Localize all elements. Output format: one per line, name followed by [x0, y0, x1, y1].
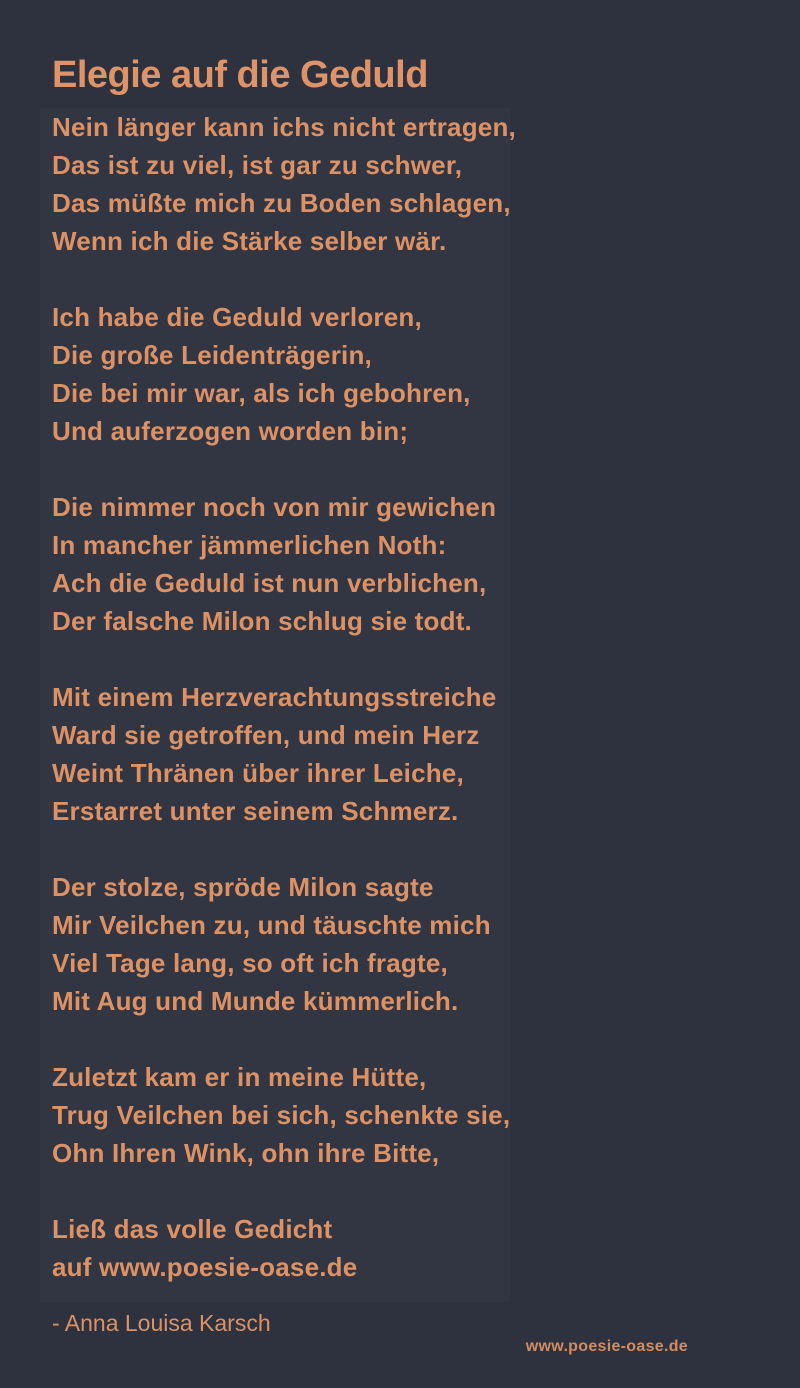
poem-content: [52, 53, 732, 1338]
poem-line: Trug Veilchen bei sich, schenkte sie,: [52, 1100, 511, 1130]
stanza: [52, 868, 732, 1020]
poem-attribution: - Anna Louisa Karsch: [52, 1310, 271, 1336]
poem-line: In mancher jämmerlichen Noth:: [52, 530, 447, 560]
stanza: [52, 1058, 732, 1172]
poem-line: Das ist zu viel, ist gar zu schwer,: [52, 150, 463, 180]
site-watermark: www.poesie-oase.de: [525, 1338, 688, 1355]
poem-line: Wenn ich die Stärke selber wär.: [52, 226, 447, 256]
poem-line: Der stolze, spröde Milon sagte: [52, 872, 434, 902]
poem-line: Nein länger kann ichs nicht ertragen,: [52, 112, 516, 142]
poem-line: Und auferzogen worden bin;: [52, 416, 409, 446]
stanza: [52, 678, 732, 830]
stanza: [52, 298, 732, 450]
poem-line: Der falsche Milon schlug sie todt.: [52, 606, 472, 636]
poem-line: Ohn Ihren Wink, ohn ihre Bitte,: [52, 1138, 440, 1168]
poem-line: Viel Tage lang, so oft ich fragte,: [52, 948, 448, 978]
poem-body: [52, 108, 732, 1286]
poem-line: Zuletzt kam er in meine Hütte,: [52, 1062, 427, 1092]
poem-line: Mit einem Herzverachtungsstreiche: [52, 682, 497, 712]
poem-line: Ward sie getroffen, und mein Herz: [52, 720, 480, 750]
poem-line: Die nimmer noch von mir gewichen: [52, 492, 497, 522]
stanza: [52, 108, 732, 260]
poem-line: Ließ das volle Gedicht: [52, 1214, 333, 1244]
poem-line: Erstarret unter seinem Schmerz.: [52, 796, 459, 826]
stanza: [52, 1210, 732, 1286]
poem-line: Ach die Geduld ist nun verblichen,: [52, 568, 487, 598]
stanza: [52, 488, 732, 640]
poem-line: Die bei mir war, als ich gebohren,: [52, 378, 471, 408]
poem-title: Elegie auf die Geduld: [52, 54, 428, 96]
poem-line: auf www.poesie-oase.de: [52, 1252, 358, 1282]
poem-line: Das müßte mich zu Boden schlagen,: [52, 188, 511, 218]
poem-line: Mit Aug und Munde kümmerlich.: [52, 986, 459, 1016]
poem-line: Mir Veilchen zu, und täuschte mich: [52, 910, 491, 940]
poem-line: Ich habe die Geduld verloren,: [52, 302, 422, 332]
poem-line: Weint Thränen über ihrer Leiche,: [52, 758, 464, 788]
poem-line: Die große Leidenträgerin,: [52, 340, 372, 370]
